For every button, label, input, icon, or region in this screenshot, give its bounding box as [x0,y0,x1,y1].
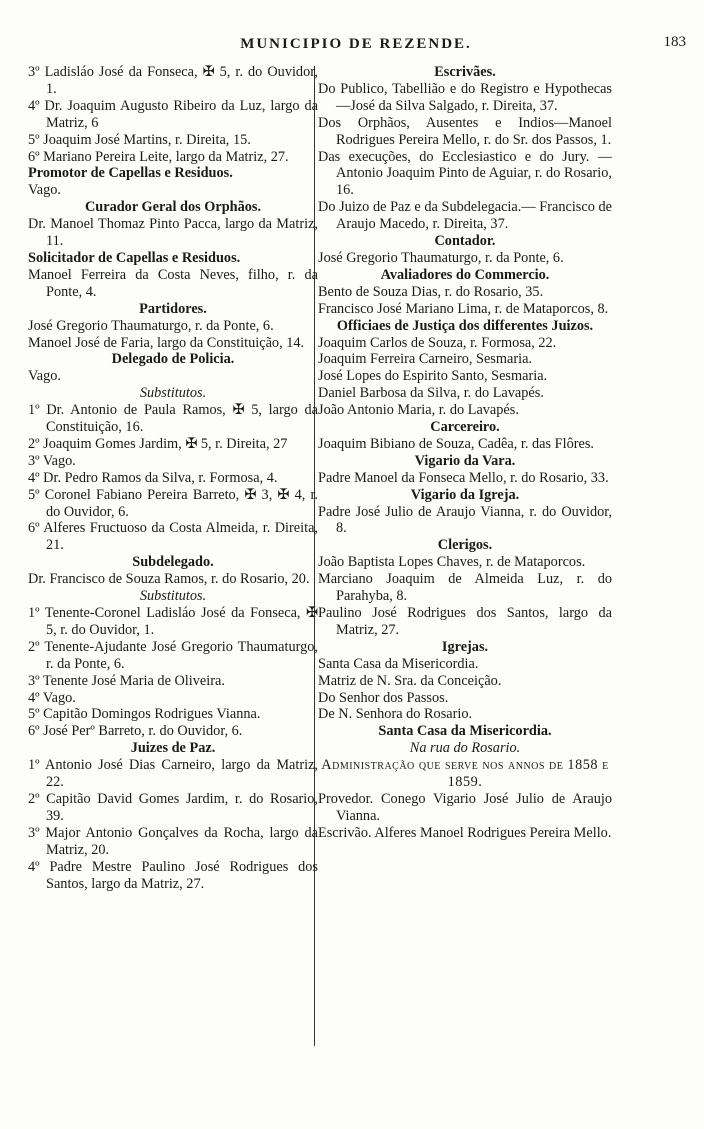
entry: 4º Dr. Joaquim Augusto Ribeiro da Luz, largo da Matriz, 6 [28,97,318,131]
entry: Manoel José de Faria, largo da Constituição, 14. [28,334,305,351]
running-head [26,36,686,58]
section-heading: Promotor de Capellas e Residuos. [28,165,233,182]
entry: 2º Tenente-Ajudante José Gregorio Thaumaturgo, r. da Ponte, 6. [28,638,318,672]
entry: 2º Joaquim Gomes Jardim, ✠ 5, r. Direita, 27 [28,435,288,452]
entry: 4º Padre Mestre Paulino José Rodrigues dos Santos, largo da Matriz, 27. [28,858,318,892]
entry: Daniel Barbosa da Silva, r. do Lavapés. [318,385,544,402]
entry: 1º Tenente-Coronel Ladisláo José da Fonseca, ✠ 5, r. do Ouvidor, 1. [28,605,318,638]
entry: 3º Major Antonio Gonçalves da Rocha, largo da Matriz, 20. [28,824,318,858]
entry: João Antonio Maria, r. do Lavapés. [318,402,519,419]
page-title: MUNICIPIO DE REZENDE. [240,36,472,52]
entry: 4º Vago. [28,689,76,706]
entry: Matriz de N. Sra. da Conceição. [318,672,502,689]
entry: José Gregorio Thaumaturgo, r. da Ponte, 6. [318,249,564,266]
entry: Joaquim Ferreira Carneiro, Sesmaria. [318,351,532,368]
entry: 1º Dr. Antonio de Paula Ramos, ✠ 5, largo da Constituição, 16. [28,402,318,436]
entry: Santa Casa da Misericordia. [318,655,479,672]
entry: Dr. Manoel Thomaz Pinto Pacca, largo da Matriz, 11. [28,216,318,250]
entry: 3º Vago. [28,452,76,469]
italic-subheading: Substitutos. [139,588,207,605]
entry: Joaquim Bibiano de Souza, Cadêa, r. das Flôres. [318,435,594,452]
administration-note: Administração que serve nos annos de 1858 e 1859. [321,757,609,791]
entry: De N. Senhora do Rosario. [318,706,473,723]
entry: Marciano Joaquim de Almeida Luz, r. do Parahyba, 8. [318,571,612,605]
entry: 6º Mariano Pereira Leite, largo da Matriz, 27. [28,148,289,165]
left-column [28,64,318,892]
section-heading: Officiaes de Justiça dos differentes Juizos. [336,317,594,334]
entry: Do Senhor dos Passos. [318,689,449,706]
section-heading: Vigario da Igreja. [410,486,520,503]
section-heading: Vigario da Vara. [414,452,516,469]
entry: José Gregorio Thaumaturgo, r. da Ponte, 6. [28,317,274,334]
entry: Paulino José Rodrigues dos Santos, largo da Matriz, 27. [318,605,612,638]
italic-subheading: Substitutos. [139,385,207,402]
section-heading: Delegado de Policia. [111,351,235,368]
entry: 1º Antonio José Dias Carneiro, largo da Matriz, 22. [28,757,318,791]
section-heading: Subdelegado. [132,554,214,571]
entry: Joaquim Carlos de Souza, r. Formosa, 22. [318,334,557,351]
entry: Dos Orphãos, Ausentes e Indios—Manoel Rodrigues Pereira Mello, r. do Sr. dos Passos, 1. [318,114,612,148]
entry: José Lopes do Espirito Santo, Sesmaria. [318,368,548,385]
entry: 6º Alferes Fructuoso da Costa Almeida, r. Direita, 21. [28,520,318,554]
section-heading: Carcereiro. [430,419,500,436]
section-heading: Clerigos. [437,537,493,554]
entry: 4º Dr. Pedro Ramos da Silva, r. Formosa, 4. [28,469,278,486]
section-heading: Solicitador de Capellas e Residuos. [28,249,241,266]
section-heading: Contador. [434,233,496,250]
italic-subheading: Na rua do Rosario. [409,740,521,757]
section-heading: Igrejas. [441,638,489,655]
section-heading: Avaliadores do Commercio. [380,266,550,283]
section-heading: Santa Casa da Misericordia. [378,723,552,740]
right-column [318,64,612,842]
entry: 3º Tenente José Maria de Oliveira. [28,672,225,689]
entry: 5º Joaquim José Martins, r. Direita, 15. [28,131,251,148]
entry: Vago. [28,182,61,199]
entry: João Baptista Lopes Chaves, r. de Mataporcos. [318,554,586,571]
entry: 6º José Perº Barreto, r. do Ouvidor, 6. [28,723,243,740]
entry: Do Juizo de Paz e da Subdelegacia.— Francisco de Araujo Macedo, r. Direita, 37. [318,199,612,233]
entry: Manoel Ferreira da Costa Neves, filho, r. da Ponte, 4. [28,266,318,300]
entry: Vago. [28,368,61,385]
entry: 2º Capitão David Gomes Jardim, r. do Rosario, 39. [28,790,318,824]
entry: Das execuções, do Ecclesiastico e do Jury. — Antonio Joaquim Pinto de Aguiar, r. do Rosario, 16. [318,148,612,199]
entry: 5º Capitão Domingos Rodrigues Vianna. [28,706,261,723]
entry: Padre José Julio de Araujo Vianna, r. do Ouvidor, 8. [318,503,612,537]
section-heading: Juizes de Paz. [130,740,216,757]
section-heading: Curador Geral dos Orphãos. [84,199,262,216]
section-heading: Escrivães. [434,64,496,80]
entry: Padre Manoel da Fonseca Mello, r. do Rosario, 33. [318,469,609,486]
entry: Escrivão. Alferes Manoel Rodrigues Pereira Mello. [318,824,612,841]
page-number: 183 [663,34,686,50]
section-heading: Partidores. [139,300,207,317]
entry: Bento de Souza Dias, r. do Rosario, 35. [318,283,544,300]
entry: 5º Coronel Fabiano Pereira Barreto, ✠ 3, ✠ 4, r. do Ouvidor, 6. [28,486,318,520]
entry: Provedor. Conego Vigario José Julio de Araujo Vianna. [318,790,612,824]
entry: Do Publico, Tabellião e do Registro e Hypothecas—José da Silva Salgado, r. Direita, 37. [318,80,612,114]
entry: Dr. Francisco de Souza Ramos, r. do Rosario, 20. [28,571,310,588]
entry: Francisco José Mariano Lima, r. de Mataporcos, 8. [318,300,609,317]
entry: 3º Ladisláo José da Fonseca, ✠ 5, r. do Ouvidor, 1. [28,64,318,97]
